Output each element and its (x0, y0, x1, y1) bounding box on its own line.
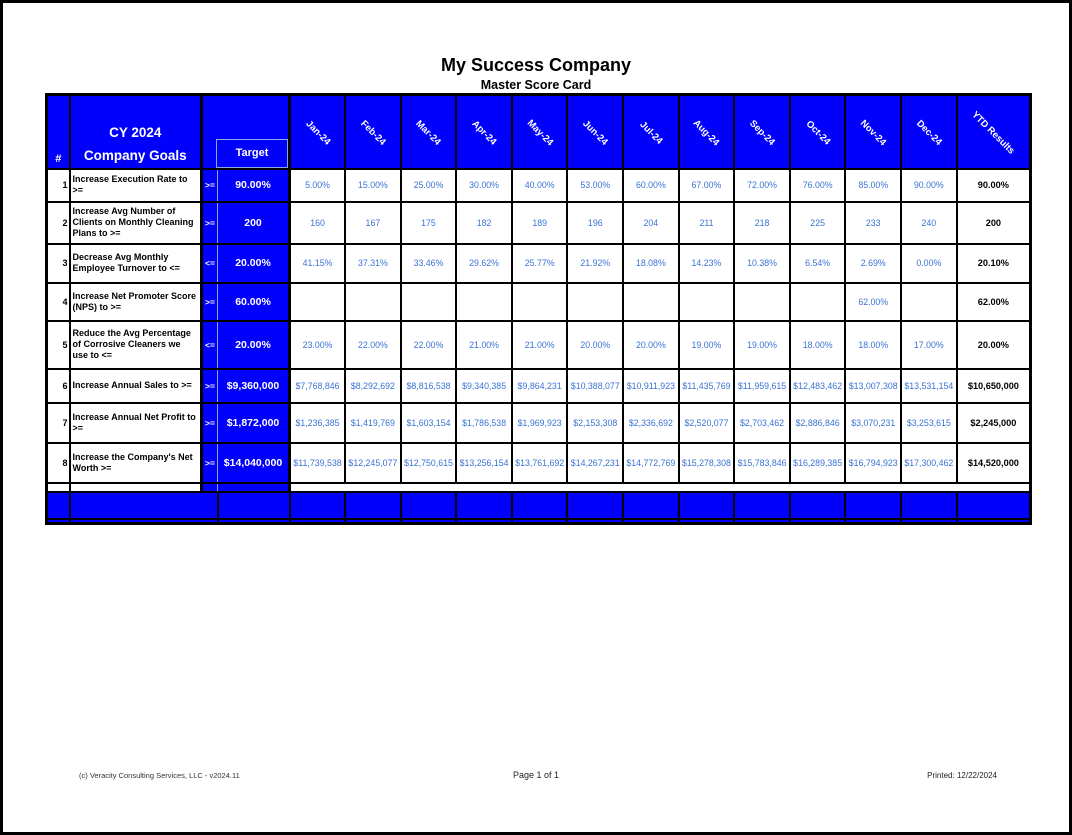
month-value: 196 (567, 202, 623, 244)
ytd-header-label: YTD Results (969, 109, 1018, 157)
month-column-header (512, 95, 568, 169)
month-value: $9,340,385 (456, 369, 512, 403)
spacer-cell (47, 483, 70, 492)
month-value: $15,278,308 (679, 443, 735, 483)
page-subtitle: Master Score Card (480, 78, 592, 92)
month-header-label: Sep-24 (747, 118, 777, 149)
goal-row (47, 283, 1031, 321)
month-value: 21.00% (456, 321, 512, 369)
scorecard-table (45, 93, 1032, 525)
ytd-value: $10,650,000 (957, 369, 1031, 403)
month-value: 15.00% (345, 169, 401, 202)
band-cell (734, 492, 790, 519)
month-value: 40.00% (512, 169, 568, 202)
month-header-label: Nov-24 (858, 118, 889, 149)
band-cell (401, 519, 457, 524)
month-value: $15,783,846 (734, 443, 790, 483)
goal-row (47, 202, 1031, 244)
band-cell (845, 519, 901, 524)
target-operator: >= (202, 202, 218, 244)
month-value: $8,816,538 (401, 369, 457, 403)
month-value: $10,911,923 (623, 369, 679, 403)
month-header-label: Oct-24 (803, 118, 832, 148)
row-number: 8 (47, 443, 70, 483)
goal-label: Increase Net Promoter Score (NPS) to >= (70, 283, 202, 321)
month-value: $1,236,385 (290, 403, 346, 443)
ytd-value: 20.10% (957, 244, 1031, 283)
target-header-box (216, 139, 288, 168)
month-value: $13,761,692 (512, 443, 568, 483)
month-value: 21.00% (512, 321, 568, 369)
month-column-header (567, 95, 623, 169)
band-cell (345, 519, 401, 524)
row-number: 4 (47, 283, 70, 321)
header-row (47, 95, 1031, 169)
month-value (623, 283, 679, 321)
goal-label: Increase Execution Rate to >= (70, 169, 202, 202)
month-value: $1,419,769 (345, 403, 401, 443)
table-footer (47, 483, 1031, 524)
month-value: 29.62% (456, 244, 512, 283)
band-cell (567, 519, 623, 524)
target-value: 200 (218, 202, 290, 244)
month-value: $12,245,077 (345, 443, 401, 483)
month-value: $12,750,615 (401, 443, 457, 483)
spacer-cell (70, 483, 202, 492)
goal-label: Reduce the Avg Percentage of Corrosive Cleaners we use to <= (70, 321, 202, 369)
month-value: $11,959,615 (734, 369, 790, 403)
band-cell (345, 492, 401, 519)
number-column-header: # (47, 95, 70, 169)
spacer-cell (218, 483, 290, 492)
month-value: 60.00% (623, 169, 679, 202)
band-cell (70, 492, 218, 519)
goal-rows (47, 169, 1031, 483)
month-value: $1,603,154 (401, 403, 457, 443)
month-value (679, 283, 735, 321)
month-value (290, 283, 346, 321)
month-value: 67.00% (679, 169, 735, 202)
row-number: 6 (47, 369, 70, 403)
target-column-header (202, 95, 290, 169)
month-value: 6.54% (790, 244, 846, 283)
month-value: 90.00% (901, 169, 957, 202)
ytd-column-header (957, 95, 1031, 169)
month-value: $2,703,462 (734, 403, 790, 443)
band-cell (567, 492, 623, 519)
month-value: $16,794,923 (845, 443, 901, 483)
goal-label: Increase the Company's Net Worth >= (70, 443, 202, 483)
month-column-header (845, 95, 901, 169)
target-value: 20.00% (218, 321, 290, 369)
target-value: $9,360,000 (218, 369, 290, 403)
month-value: 20.00% (567, 321, 623, 369)
month-value: 41.15% (290, 244, 346, 283)
band-cell (623, 492, 679, 519)
month-value: 225 (790, 202, 846, 244)
month-value: 17.00% (901, 321, 957, 369)
band-cell (218, 492, 290, 519)
band-cell (679, 519, 735, 524)
ytd-value: 200 (957, 202, 1031, 244)
spacer-row (47, 483, 1031, 492)
target-operator: >= (202, 169, 218, 202)
month-value: 25.00% (401, 169, 457, 202)
row-number: 3 (47, 244, 70, 283)
target-value: 90.00% (218, 169, 290, 202)
goal-label: Increase Annual Sales to >= (70, 369, 202, 403)
goal-label: Increase Annual Net Profit to >= (70, 403, 202, 443)
band-cell (957, 492, 1031, 519)
band-cell (401, 492, 457, 519)
month-value: 14.23% (679, 244, 735, 283)
month-value: $11,435,769 (679, 369, 735, 403)
month-value: 204 (623, 202, 679, 244)
month-value: 62.00% (845, 283, 901, 321)
band-cell (512, 519, 568, 524)
goal-row (47, 169, 1031, 202)
month-value: 175 (401, 202, 457, 244)
month-value: $17,300,462 (901, 443, 957, 483)
band-cell (70, 519, 218, 524)
spacer-cell (290, 483, 1031, 492)
month-value: 37.31% (345, 244, 401, 283)
month-value: $11,739,538 (290, 443, 346, 483)
month-column-header (734, 95, 790, 169)
target-operator: >= (202, 403, 218, 443)
month-value: $9,864,231 (512, 369, 568, 403)
target-value: $14,040,000 (218, 443, 290, 483)
month-column-header (345, 95, 401, 169)
band-cell (512, 492, 568, 519)
goal-row (47, 403, 1031, 443)
month-value: $3,070,231 (845, 403, 901, 443)
goal-row (47, 443, 1031, 483)
month-header-label: Jul-24 (637, 119, 665, 147)
spacer-cell (202, 483, 218, 492)
month-value: 18.00% (790, 321, 846, 369)
footer-page-number: Page 1 of 1 (512, 770, 560, 780)
target-value: 60.00% (218, 283, 290, 321)
month-column-header (623, 95, 679, 169)
month-value (901, 283, 957, 321)
band-cell (456, 519, 512, 524)
ytd-value: 90.00% (957, 169, 1031, 202)
month-header-label: Dec-24 (913, 118, 944, 149)
header-goals-label: Company Goals (83, 147, 187, 163)
target-operator: >= (202, 369, 218, 403)
month-column-header (901, 95, 957, 169)
header-year-label: CY 2024 (109, 124, 162, 140)
month-column-header (401, 95, 457, 169)
month-value: $2,886,846 (790, 403, 846, 443)
month-value (734, 283, 790, 321)
month-value: 21.92% (567, 244, 623, 283)
month-value: $2,153,308 (567, 403, 623, 443)
band-cell (47, 519, 70, 524)
goals-column-header (70, 95, 202, 169)
row-number: 7 (47, 403, 70, 443)
row-number: 5 (47, 321, 70, 369)
goal-row (47, 244, 1031, 283)
month-value: 0.00% (901, 244, 957, 283)
month-value: $2,336,692 (623, 403, 679, 443)
month-value: $8,292,692 (345, 369, 401, 403)
month-value: $2,520,077 (679, 403, 735, 443)
month-value (790, 283, 846, 321)
row-number: 1 (47, 169, 70, 202)
month-value: 76.00% (790, 169, 846, 202)
target-header-label: Target (235, 147, 269, 159)
ytd-value: 62.00% (957, 283, 1031, 321)
month-value: $16,289,385 (790, 443, 846, 483)
goal-label: Increase Avg Number of Clients on Monthly Cleaning Plans to >= (70, 202, 202, 244)
month-value: $13,256,154 (456, 443, 512, 483)
month-value: 18.08% (623, 244, 679, 283)
month-value: $14,772,769 (623, 443, 679, 483)
month-value: 85.00% (845, 169, 901, 202)
month-value: 20.00% (623, 321, 679, 369)
month-column-header (679, 95, 735, 169)
band-cell (790, 492, 846, 519)
month-value: $1,969,923 (512, 403, 568, 443)
month-value: 53.00% (567, 169, 623, 202)
month-header-label: Jan-24 (303, 118, 333, 148)
month-column-header (456, 95, 512, 169)
band-cell (845, 492, 901, 519)
ytd-value: 20.00% (957, 321, 1031, 369)
band-cell (679, 492, 735, 519)
page-title: My Success Company (440, 55, 632, 75)
band-cell (901, 519, 957, 524)
goal-row (47, 321, 1031, 369)
month-value: 218 (734, 202, 790, 244)
target-value: 20.00% (218, 244, 290, 283)
month-value: 33.46% (401, 244, 457, 283)
month-value: $3,253,615 (901, 403, 957, 443)
month-value (567, 283, 623, 321)
month-value: 22.00% (345, 321, 401, 369)
month-value: 189 (512, 202, 568, 244)
month-value: 5.00% (290, 169, 346, 202)
month-header-label: Mar-24 (413, 118, 444, 148)
month-value: $13,531,154 (901, 369, 957, 403)
month-header-label: Aug-24 (691, 117, 722, 149)
month-header-label: Apr-24 (469, 118, 499, 148)
target-value: $1,872,000 (218, 403, 290, 443)
month-value: 2.69% (845, 244, 901, 283)
ytd-value: $14,520,000 (957, 443, 1031, 483)
band-cell (790, 519, 846, 524)
band-cell (290, 519, 346, 524)
month-value: 72.00% (734, 169, 790, 202)
month-header-label: Jun-24 (580, 118, 610, 148)
month-header-label: Feb-24 (358, 118, 388, 148)
month-value: 25.77% (512, 244, 568, 283)
footer-strip-row (47, 519, 1031, 524)
band-cell (957, 519, 1031, 524)
band-cell (456, 492, 512, 519)
goal-label: Decrease Avg Monthly Employee Turnover to <= (70, 244, 202, 283)
target-operator: <= (202, 321, 218, 369)
month-value: 160 (290, 202, 346, 244)
goal-row (47, 369, 1031, 403)
month-value: 211 (679, 202, 735, 244)
month-value: $1,786,538 (456, 403, 512, 443)
month-value: 182 (456, 202, 512, 244)
month-value (345, 283, 401, 321)
month-value: $14,267,231 (567, 443, 623, 483)
month-value: 30.00% (456, 169, 512, 202)
band-cell (290, 492, 346, 519)
month-value: $13,007,308 (845, 369, 901, 403)
month-value: 23.00% (290, 321, 346, 369)
band-cell (218, 519, 290, 524)
footer-copyright: (c) Veracity Consulting Services, LLC - v2024.11 (79, 771, 240, 780)
target-operator: >= (202, 283, 218, 321)
band-cell (734, 519, 790, 524)
target-operator: >= (202, 443, 218, 483)
band-cell (47, 492, 70, 519)
month-value: 18.00% (845, 321, 901, 369)
footer-print-date: Printed: 12/22/2024 (927, 771, 997, 780)
month-value: 19.00% (679, 321, 735, 369)
month-value: 10.38% (734, 244, 790, 283)
band-cell (901, 492, 957, 519)
month-value: 240 (901, 202, 957, 244)
month-value (512, 283, 568, 321)
row-number: 2 (47, 202, 70, 244)
ytd-value: $2,245,000 (957, 403, 1031, 443)
target-operator: <= (202, 244, 218, 283)
month-header-label: May-24 (524, 117, 555, 149)
band-cell (623, 519, 679, 524)
month-column-header (290, 95, 346, 169)
month-value: 233 (845, 202, 901, 244)
month-value (456, 283, 512, 321)
month-value (401, 283, 457, 321)
month-value: 22.00% (401, 321, 457, 369)
month-value: $7,768,846 (290, 369, 346, 403)
month-value: $10,388,077 (567, 369, 623, 403)
month-value: $12,483,462 (790, 369, 846, 403)
month-column-header (790, 95, 846, 169)
footer-band-row (47, 492, 1031, 519)
month-value: 167 (345, 202, 401, 244)
month-value: 19.00% (734, 321, 790, 369)
